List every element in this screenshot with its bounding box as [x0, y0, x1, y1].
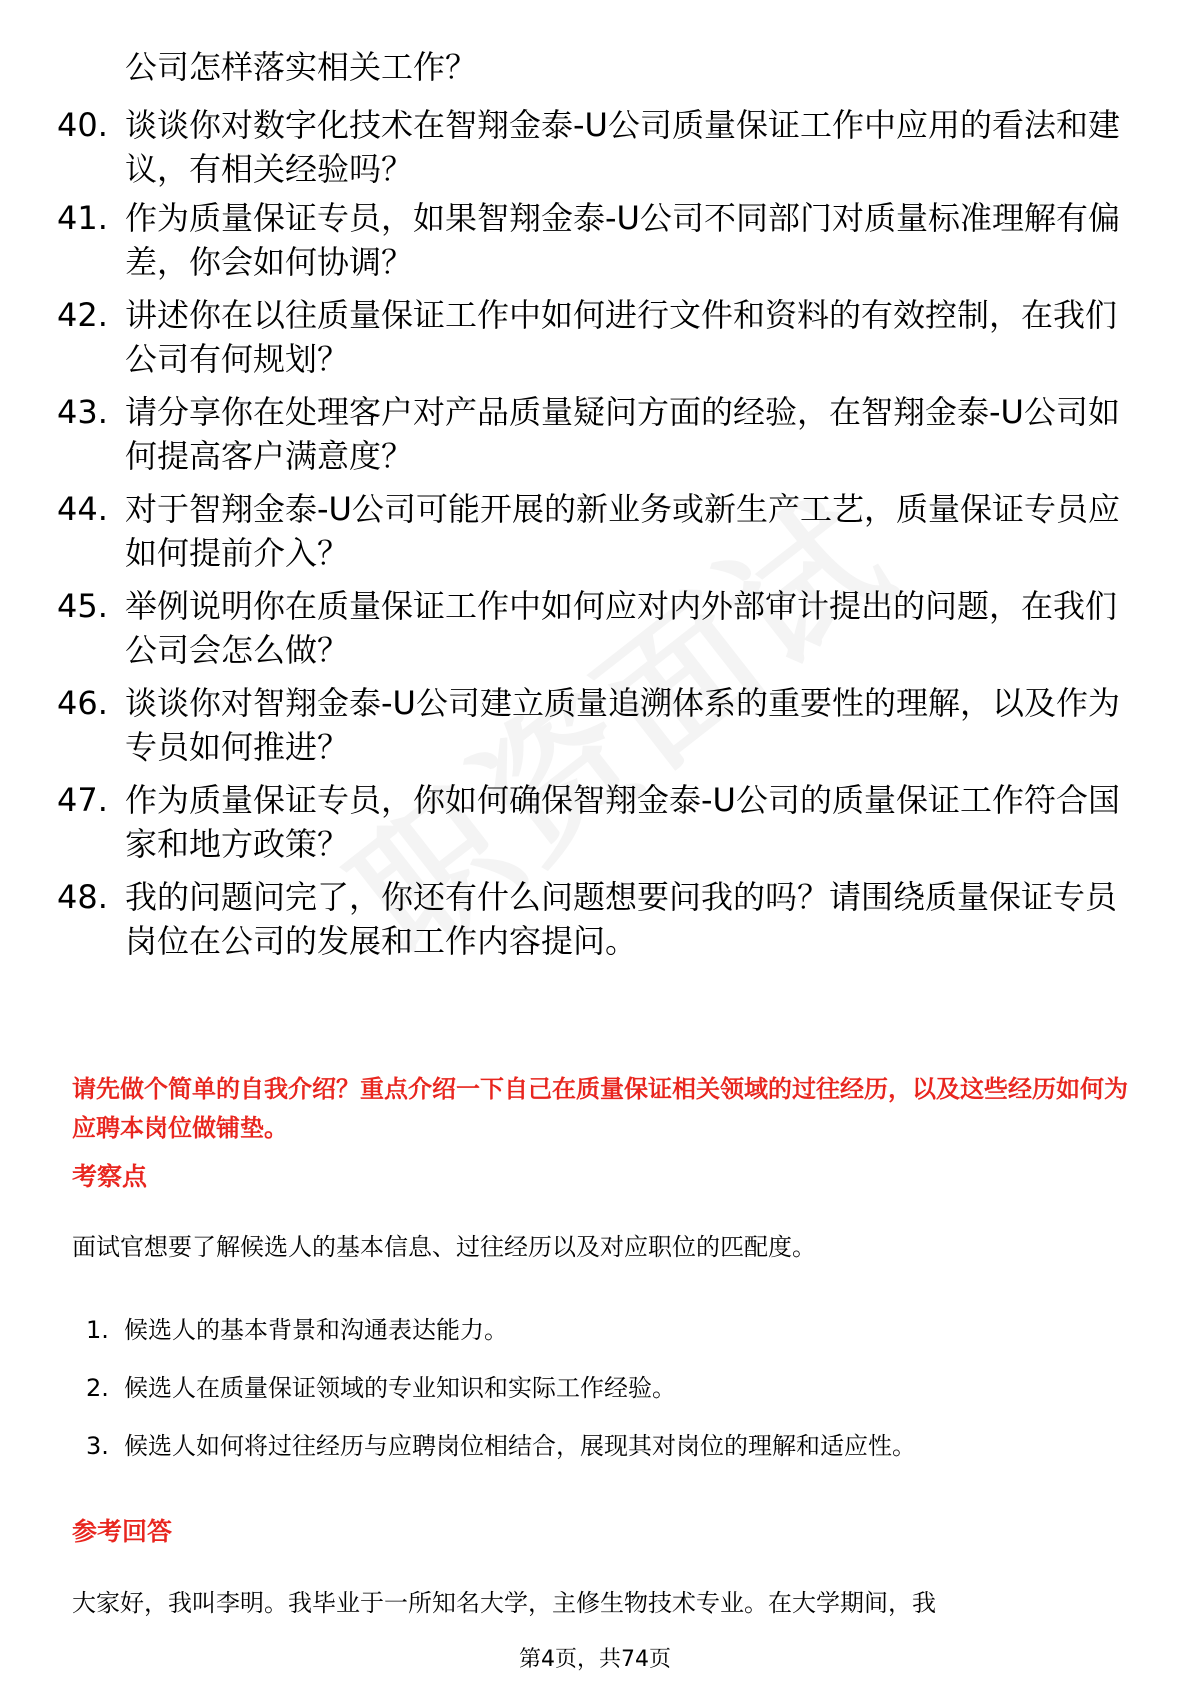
- list-number: 3.: [86, 1432, 109, 1460]
- question-item: [57, 487, 1127, 575]
- page-footer: 第4页，共74页: [519, 1647, 671, 1672]
- list-item: [86, 1370, 676, 1406]
- question-item: [57, 103, 1127, 191]
- question-number: 44.: [57, 490, 108, 528]
- question-text: 谈谈你对数字化技术在智翔金泰-U公司质量保证工作中应用的看法和建议，有相关经验吗？: [125, 106, 1120, 188]
- question-item: [57, 584, 1127, 672]
- question-number: 45.: [57, 587, 108, 625]
- list-number: 2.: [86, 1374, 109, 1402]
- question-text: 作为质量保证专员，你如何确保智翔金泰-U公司的质量保证工作符合国家和地方政策？: [125, 781, 1120, 863]
- question-text: 举例说明你在质量保证工作中如何应对内外部审计提出的问题，在我们公司会怎么做？: [125, 587, 1118, 669]
- question-text: 作为质量保证专员，如果智翔金泰-U公司不同部门对质量标准理解有偏差，你会如何协调？: [125, 199, 1120, 281]
- question-number: 43.: [57, 393, 108, 431]
- question-number: 40.: [57, 106, 108, 144]
- question-number: 41.: [57, 199, 108, 237]
- question-text: 讲述你在以往质量保证工作中如何进行文件和资料的有效控制，在我们公司有何规划？: [125, 296, 1118, 378]
- question-item: [57, 778, 1127, 866]
- list-text: 候选人在质量保证领域的专业知识和实际工作经验。: [124, 1374, 676, 1402]
- question-item: [57, 293, 1127, 381]
- focus-summary: 面试官想要了解候选人的基本信息、过往经历以及对应职位的匹配度。: [72, 1233, 816, 1261]
- question-text: 公司怎样落实相关工作？: [125, 48, 478, 86]
- question-number: 47.: [57, 781, 108, 819]
- list-text: 候选人的基本背景和沟通表达能力。: [124, 1316, 508, 1344]
- question-number: 42.: [57, 296, 108, 334]
- question-item: [57, 196, 1127, 284]
- question-text: 对于智翔金泰-U公司可能开展的新业务或新生产工艺，质量保证专员应如何提前介入？: [125, 490, 1120, 572]
- list-number: 1.: [86, 1316, 109, 1344]
- list-item: [86, 1312, 508, 1348]
- question-text: 我的问题问完了，你还有什么问题想要问我的吗？请围绕质量保证专员岗位在公司的发展和工作内容提问。: [125, 878, 1118, 960]
- list-item: [86, 1428, 916, 1464]
- question-text: 谈谈你对智翔金泰-U公司建立质量追溯体系的重要性的理解，以及作为专员如何推进？: [125, 684, 1120, 766]
- question-number: 46.: [57, 684, 108, 722]
- list-text: 候选人如何将过往经历与应聘岗位相结合，展现其对岗位的理解和适应性。: [124, 1432, 916, 1460]
- question-item: [57, 875, 1127, 963]
- question-item: [57, 681, 1127, 769]
- answer-heading: 参考回答: [72, 1517, 173, 1546]
- focus-heading: 考察点: [72, 1162, 148, 1191]
- question-text: 请分享你在处理客户对产品质量疑问方面的经验，在智翔金泰-U公司如何提高客户满意度？: [125, 393, 1120, 475]
- question-number: 48.: [57, 878, 108, 916]
- question-item: [57, 45, 1127, 89]
- answer-text: 大家好，我叫李明。我毕业于一所知名大学，主修生物技术专业。在大学期间，我: [72, 1589, 936, 1617]
- question-item: [57, 390, 1127, 478]
- intro-question: 请先做个简单的自我介绍？重点介绍一下自己在质量保证相关领域的过往经历，以及这些经历如何为应聘本岗位做铺垫。: [72, 1075, 1128, 1142]
